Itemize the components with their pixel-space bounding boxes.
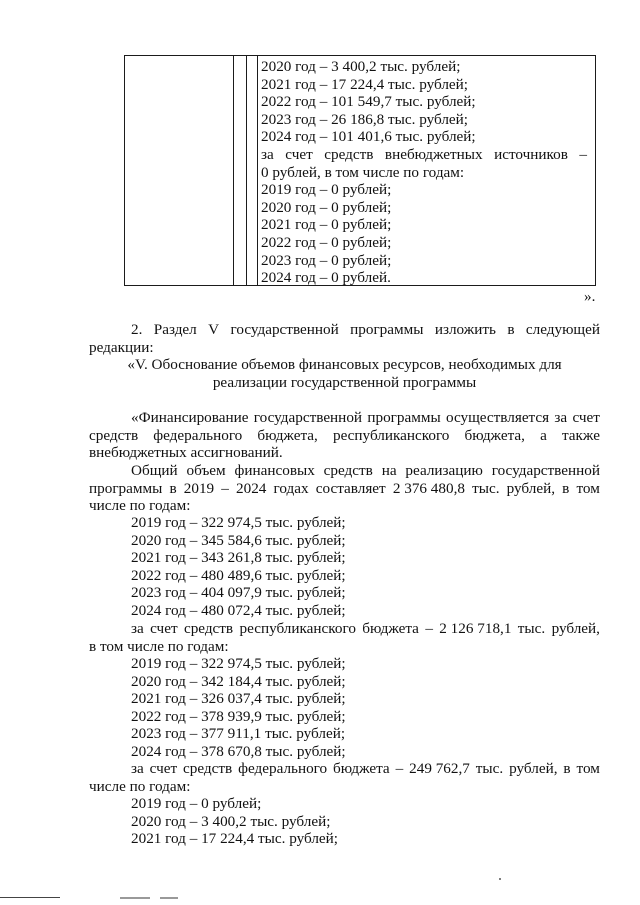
table-border-top [124, 55, 596, 56]
word: 2. [131, 321, 143, 338]
word: федерального [153, 426, 243, 444]
word: средств [89, 426, 139, 444]
item-2-paragraph [89, 321, 600, 356]
word: финансовых [234, 462, 315, 479]
total-year-item: 2021 год – 343 261,8 тыс. рублей; [131, 549, 346, 567]
word: государственной [253, 409, 363, 426]
item-2-line-1 [89, 321, 600, 339]
republican-line-2: в том числе по годам: [89, 637, 229, 655]
table-year-line: 2021 год – 17 224,4 тыс. рублей; [261, 75, 469, 93]
republican-year-item: 2021 год – 326 037,4 тыс. рублей; [131, 690, 346, 708]
word: изложить [434, 321, 496, 338]
total-year-item: 2022 год – 480 489,6 тыс. рублей; [131, 566, 346, 584]
total-volume-line-2 [89, 480, 600, 498]
word: рублей, [509, 760, 558, 777]
word: тыс. [472, 479, 500, 497]
closing-quote: ». [584, 288, 596, 305]
republican-years-list [131, 655, 346, 761]
table-extra-line: 2020 год – 0 рублей; [261, 198, 392, 216]
word: на [381, 462, 397, 479]
republican-paragraph [89, 620, 600, 655]
word: а [540, 426, 547, 444]
word: «Финансирование [131, 409, 249, 426]
scan-edge-dash [120, 897, 150, 899]
word: бюджета, [257, 426, 318, 444]
republican-year-item: 2022 год – 378 939,9 тыс. рублей; [131, 707, 346, 725]
total-volume-line-1 [89, 462, 600, 480]
word: том [576, 479, 600, 497]
table-border-col2 [246, 55, 247, 286]
table-border-right [595, 55, 596, 286]
word: средств [183, 760, 233, 777]
table-border-col3 [257, 55, 258, 286]
word: тыс. [475, 760, 504, 777]
word: – [395, 760, 404, 777]
table-year-line: 2020 год – 3 400,2 тыс. рублей; [261, 58, 461, 75]
total-year-item: 2020 год – 345 584,6 тыс. рублей; [131, 531, 346, 549]
table-extra-line: 2022 год – 0 рублей; [261, 233, 392, 251]
total-year-item: 2019 год – 322 974,5 тыс. рублей; [131, 514, 346, 531]
word: федерального [238, 760, 328, 777]
word: также [561, 426, 600, 444]
word: 2019 [183, 479, 215, 497]
word: внебюджетных [384, 145, 483, 163]
word: 249 762,7 [409, 760, 470, 777]
financing-line-2 [89, 427, 600, 445]
federal-year-item: 2019 год – 0 рублей; [131, 795, 262, 812]
word: бюджета, [464, 426, 525, 444]
word: за [131, 760, 144, 777]
republican-year-item: 2019 год – 322 974,5 тыс. рублей; [131, 655, 346, 672]
republican-year-item: 2020 год – 342 184,4 тыс. рублей; [131, 672, 346, 690]
word: в [563, 760, 571, 777]
total-years-list [131, 514, 346, 620]
section-heading-line-1: «V. Обоснование объемов финансовых ресурсов, необходимых для [127, 356, 562, 373]
word: 2 126 718,1 [439, 620, 512, 637]
total-volume-line-3: числе по годам: [89, 497, 191, 515]
table-year-line: 2022 год – 101 549,7 тыс. рублей; [261, 93, 476, 111]
federal-year-item: 2021 год – 17 224,4 тыс. рублей; [131, 830, 339, 848]
word: счет [150, 620, 178, 637]
word: составляет [315, 479, 386, 497]
table-extra-line: 0 рублей, в том числе по годам: [261, 163, 465, 181]
word: средств [324, 145, 374, 163]
federal-years-list [131, 795, 338, 848]
table-extra-line: 2023 год – 0 рублей; [261, 251, 392, 269]
word: республиканского [239, 620, 356, 637]
table-extra-line: 2021 год – 0 рублей; [261, 216, 392, 234]
word: программы [367, 409, 441, 426]
word: программы [350, 321, 424, 338]
item-2-line-2: редакции: [89, 338, 154, 356]
word: – [221, 479, 229, 497]
word: рублей, [506, 479, 556, 497]
word: за [131, 620, 144, 637]
section-heading-line-2: реализации государственной программы [212, 374, 477, 391]
financing-line-3: внебюджетных ассигнований. [89, 444, 283, 462]
word: в [562, 479, 570, 497]
word: Раздел [153, 321, 197, 338]
table-year-line: 2024 год – 101 401,6 тыс. рублей; [261, 128, 476, 146]
scan-edge-line [0, 897, 60, 898]
word: годах [273, 479, 309, 497]
financing-paragraph [89, 409, 600, 462]
table-year-line: 2023 год – 26 186,8 тыс. рублей; [261, 110, 469, 128]
word: – [425, 620, 433, 637]
table-extrabudget-line [261, 146, 587, 164]
word: в [169, 479, 177, 497]
word: за [261, 145, 274, 163]
word: счет [572, 409, 600, 426]
word: средств [323, 462, 373, 479]
word: 2 376 480,8 [392, 479, 465, 497]
table-border-col1 [233, 55, 234, 286]
word: реализацию [405, 462, 483, 479]
word: осуществляется [445, 409, 550, 426]
total-volume-paragraph [89, 462, 600, 515]
word: – [579, 145, 587, 163]
federal-line-2: числе по годам: [89, 777, 191, 795]
republican-year-item: 2023 год – 377 911,1 тыс. рублей; [131, 725, 346, 743]
word: в [507, 321, 515, 338]
word: объем [186, 462, 226, 479]
word: рублей, [551, 620, 600, 637]
word: за [554, 409, 568, 426]
federal-year-item: 2020 год – 3 400,2 тыс. рублей; [131, 812, 331, 830]
word: бюджета [362, 620, 419, 637]
republican-line-1 [89, 620, 600, 638]
total-year-item: 2024 год – 480 072,4 тыс. рублей; [131, 601, 346, 619]
word: республиканского [332, 426, 450, 444]
scan-edge-dash [160, 897, 178, 899]
word: том [576, 760, 600, 777]
word: программы [89, 479, 163, 497]
table-border-left [124, 55, 125, 286]
word: 2024 [236, 479, 267, 497]
word: следующей [525, 321, 600, 338]
table-extra-line: 2019 год – 0 рублей; [261, 181, 392, 199]
word: V [208, 321, 220, 338]
word: счет [149, 760, 178, 777]
federal-line-1 [89, 760, 600, 778]
federal-paragraph [89, 760, 600, 795]
word: тыс. [517, 620, 546, 637]
table-extra-line: 2024 год – 0 рублей. [261, 269, 391, 287]
financing-line-1 [89, 409, 600, 427]
word: Общий [131, 462, 178, 479]
total-year-item: 2023 год – 404 097,9 тыс. рублей; [131, 584, 346, 602]
word: бюджета [333, 760, 390, 777]
word: счет [285, 145, 313, 163]
word: государственной [230, 321, 339, 338]
word: государственной [491, 462, 600, 479]
word: источников [494, 145, 568, 163]
table-cell-funding [261, 58, 591, 287]
word: средств [183, 620, 234, 637]
republican-year-item: 2024 год – 378 670,8 тыс. рублей; [131, 742, 346, 760]
scan-speck [499, 878, 501, 880]
